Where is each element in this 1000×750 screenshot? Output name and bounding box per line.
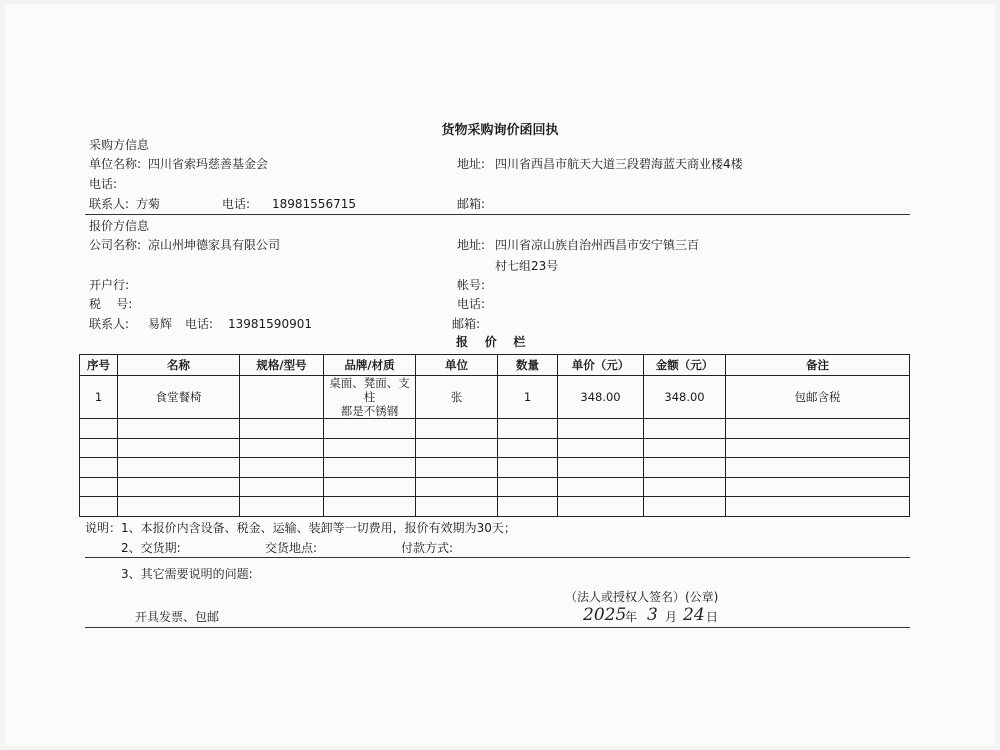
table-cell (240, 376, 324, 419)
quoter-company-label: 公司名称: (89, 238, 142, 252)
buyer-contact-value: 方菊 (136, 197, 161, 211)
quoter-address-line1: 四川省凉山族自治州西昌市安宁镇三百 (495, 238, 700, 252)
quote-heading: 报 价 栏 (456, 335, 526, 349)
header-cell: 规格/型号 (240, 355, 324, 376)
quoter-address-label: 地址: (457, 238, 486, 252)
quoter-account-label: 帐号: (457, 278, 486, 292)
table-header-row (80, 355, 910, 376)
table-cell: 1 (80, 376, 118, 419)
buyer-contact-phone-label: 电话: (222, 197, 251, 211)
quote-table (79, 354, 910, 517)
table-cell: 1 (498, 376, 558, 419)
header-cell: 单位 (416, 355, 498, 376)
signature-year-unit: 年 (625, 610, 638, 624)
table-row (80, 376, 910, 419)
quoter-contact-phone-value: 13981590901 (228, 317, 312, 331)
quoter-contact-phone-label: 电话: (185, 317, 214, 331)
header-cell: 单价（元） (558, 355, 644, 376)
quoter-email-label: 邮箱: (452, 317, 481, 331)
header-cell: 序号 (80, 355, 118, 376)
header-cell: 品牌/材质 (324, 355, 416, 376)
buyer-unit-value: 四川省索玛慈善基金会 (148, 157, 269, 171)
table-row-empty (80, 458, 910, 478)
table-row-empty (80, 438, 910, 458)
note-line-1: 说明：1、本报价内含设备、税金、运输、装卸等一切费用，报价有效期为30天； (85, 521, 516, 535)
table-cell: 包邮含税 (726, 376, 910, 419)
table-row-empty (80, 419, 910, 439)
table-cell: 348.00 (644, 376, 726, 419)
quoter-company-value: 凉山州坤德家具有限公司 (148, 238, 281, 252)
note-line-4: 开具发票、包邮 (135, 610, 220, 624)
signature-month: 3 (647, 605, 658, 625)
quoter-contact-value: 易辉 (148, 317, 173, 331)
table-cell: 桌面、凳面、支柱 都是不锈钢 (324, 376, 416, 419)
quoter-contact-label: 联系人: (89, 317, 130, 331)
buyer-contact-phone-value: 18981556715 (272, 197, 356, 211)
quoter-bank-label: 开户行: (89, 278, 130, 292)
note-payment-method: 付款方式: (401, 541, 454, 555)
note-delivery-period: 2、交货期: (121, 541, 181, 555)
header-cell: 名称 (118, 355, 240, 376)
note-line-3: 3、其它需要说明的问题: (121, 567, 253, 581)
header-cell: 金额（元） (644, 355, 726, 376)
buyer-unit-label: 单位名称: (89, 157, 142, 171)
buyer-address-value: 四川省西昌市航天大道三段碧海蓝天商业楼4楼 (495, 157, 743, 171)
buyer-contact-label: 联系人: (89, 197, 130, 211)
signature-month-unit: 月 (665, 610, 678, 624)
buyer-address-label: 地址: (457, 157, 486, 171)
divider (85, 627, 910, 628)
header-cell: 数量 (498, 355, 558, 376)
buyer-section-heading: 采购方信息 (89, 138, 150, 152)
table-row-empty (80, 477, 910, 497)
quoter-section-heading: 报价方信息 (89, 219, 150, 233)
header-cell: 备注 (726, 355, 910, 376)
divider (85, 557, 910, 558)
signature-day-unit: 日 (706, 610, 719, 624)
quoter-phone-label: 电话: (457, 297, 486, 311)
table-cell: 张 (416, 376, 498, 419)
buyer-phone-label: 电话: (89, 177, 118, 191)
signature-year: 2025 (583, 605, 627, 625)
table-row-empty (80, 497, 910, 517)
quoter-tax-label: 税 号: (89, 297, 133, 311)
signature-label: （法人或授权人签名）(公章) (565, 590, 719, 604)
document-title: 货物采购询价函回执 (441, 123, 559, 138)
signature-day: 24 (683, 605, 705, 625)
note-delivery-place: 交货地点: (265, 541, 318, 555)
divider (85, 214, 910, 215)
table-cell: 348.00 (558, 376, 644, 419)
buyer-email-label: 邮箱: (457, 197, 486, 211)
table-cell: 食堂餐椅 (118, 376, 240, 419)
quoter-address-line2: 村七组23号 (495, 259, 559, 273)
